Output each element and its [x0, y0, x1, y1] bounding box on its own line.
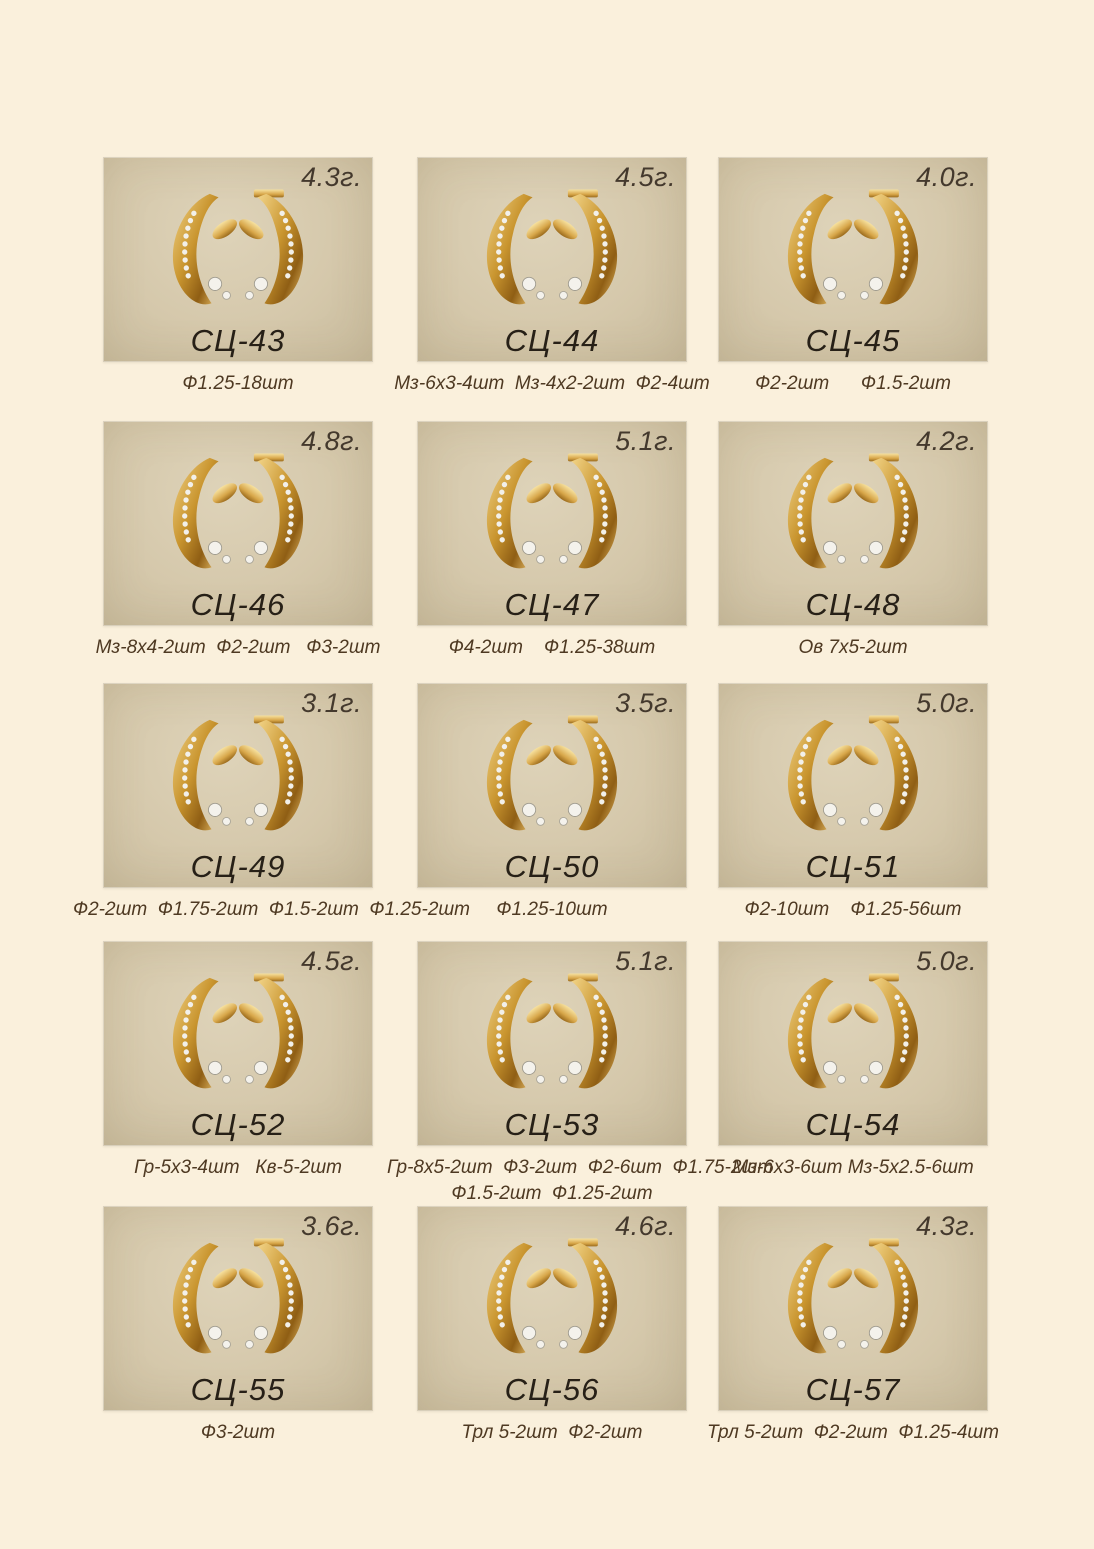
spec-line-1: Ф1.25-18шт: [182, 373, 294, 394]
weight-label: 4.5г.: [615, 162, 676, 192]
spec-line-1: Ф4-2шт Ф1.25-38шт: [448, 637, 656, 658]
weight-label: 4.3г.: [301, 162, 362, 192]
earrings-image: [446, 1227, 658, 1377]
spec-caption: [688, 635, 1018, 661]
weight-label: 3.1г.: [301, 688, 362, 718]
product-card-sc57: [706, 1206, 1000, 1446]
weight-label: 4.5г.: [301, 946, 362, 976]
product-code: СЦ-45: [805, 323, 901, 359]
earrings-image: [747, 962, 959, 1112]
product-photo: [103, 1206, 373, 1411]
earrings-image: [132, 178, 344, 328]
earrings-image: [747, 704, 959, 854]
weight-label: 3.6г.: [301, 1211, 362, 1241]
earrings-image: [747, 1227, 959, 1377]
product-code: СЦ-49: [190, 849, 286, 885]
earrings-image: [132, 704, 344, 854]
weight-label: 3.5г.: [615, 688, 676, 718]
weight-label: 5.1г.: [615, 426, 676, 456]
product-card-sc48: [718, 421, 988, 661]
earrings-image: [446, 178, 658, 328]
spec-caption: [73, 371, 403, 397]
product-code: СЦ-44: [504, 323, 600, 359]
spec-caption: [688, 1420, 1018, 1446]
product-card-sc55: [103, 1206, 373, 1446]
product-photo: [103, 941, 373, 1146]
weight-label: 5.1г.: [615, 946, 676, 976]
product-code: СЦ-51: [805, 849, 901, 885]
earrings-image: [747, 178, 959, 328]
spec-caption: [387, 371, 717, 397]
product-photo: [417, 421, 687, 626]
spec-line-1: Трл 5-2шт Ф2-2шт Ф1.25-4шт: [706, 1422, 1000, 1443]
product-photo: [718, 421, 988, 626]
spec-caption: [387, 1155, 774, 1207]
earrings-image: [132, 1227, 344, 1377]
spec-line-1: Ф2-2шт Ф1.75-2шт Ф1.5-2шт Ф1.25-2шт: [73, 899, 470, 920]
earrings-image: [446, 442, 658, 592]
spec-line-1: Ф1.25-10шт: [496, 899, 608, 920]
product-photo: [103, 683, 373, 888]
product-card-sc54: [718, 941, 988, 1181]
weight-label: 4.2г.: [916, 426, 977, 456]
spec-line-1: Мз-8х4-2шт Ф2-2шт Ф3-2шт: [95, 637, 381, 658]
product-photo: [103, 157, 373, 362]
spec-caption: [73, 635, 403, 661]
product-card-sc46: [95, 421, 381, 661]
product-code: СЦ-54: [805, 1107, 901, 1143]
product-photo: [103, 421, 373, 626]
spec-caption: [387, 897, 717, 923]
product-card-sc47: [417, 421, 687, 661]
product-card-sc51: [718, 683, 988, 923]
spec-caption: [73, 1420, 403, 1446]
product-code: СЦ-55: [190, 1372, 286, 1408]
product-photo: [417, 1206, 687, 1411]
spec-line-1: Ов 7х5-2шт: [798, 637, 908, 658]
spec-caption: [688, 1155, 1018, 1181]
spec-line-2: Ф1.5-2шт Ф1.25-2шт: [451, 1183, 653, 1204]
product-code: СЦ-43: [190, 323, 286, 359]
product-card-sc50: [417, 683, 687, 923]
product-code: СЦ-57: [805, 1372, 901, 1408]
product-photo: [718, 1206, 988, 1411]
earrings-image: [446, 704, 658, 854]
product-photo: [718, 157, 988, 362]
spec-line-1: Ф3-2шт: [200, 1422, 276, 1443]
product-code: СЦ-48: [805, 587, 901, 623]
spec-line-1: Гр-8х5-2шт Ф3-2шт Ф2-6шт Ф1.75-2шт: [387, 1157, 774, 1178]
weight-label: 4.6г.: [615, 1211, 676, 1241]
product-photo: [718, 683, 988, 888]
product-code: СЦ-46: [190, 587, 286, 623]
product-card-sc56: [417, 1206, 687, 1446]
weight-label: 4.0г.: [916, 162, 977, 192]
spec-caption: [387, 635, 717, 661]
product-photo: [417, 157, 687, 362]
product-card-sc49: [73, 683, 470, 923]
weight-label: 5.0г.: [916, 688, 977, 718]
product-photo: [417, 941, 687, 1146]
weight-label: 4.8г.: [301, 426, 362, 456]
product-code: СЦ-53: [504, 1107, 600, 1143]
earrings-image: [132, 962, 344, 1112]
product-code: СЦ-56: [504, 1372, 600, 1408]
spec-line-1: Ф2-10шт Ф1.25-56шт: [744, 899, 962, 920]
product-card-sc44: [394, 157, 710, 397]
product-code: СЦ-47: [504, 587, 600, 623]
product-photo: [417, 683, 687, 888]
product-card-sc45: [718, 157, 988, 397]
spec-caption: [73, 1155, 403, 1181]
weight-label: 5.0г.: [916, 946, 977, 976]
product-code: СЦ-50: [504, 849, 600, 885]
product-code: СЦ-52: [190, 1107, 286, 1143]
earrings-image: [132, 442, 344, 592]
earrings-image: [446, 962, 658, 1112]
earrings-image: [747, 442, 959, 592]
spec-line-1: Гр-5х3-4шт Кв-5-2шт: [134, 1157, 342, 1178]
product-card-sc43: [103, 157, 373, 397]
spec-caption: [688, 897, 1018, 923]
spec-caption: [73, 897, 470, 923]
spec-caption: [387, 1420, 717, 1446]
spec-line-1: Мз-6х3-6шт Мз-5х2.5-6шт: [732, 1157, 974, 1178]
weight-label: 4.3г.: [916, 1211, 977, 1241]
spec-line-1: Мз-6х3-4шт Мз-4х2-2шт Ф2-4шт: [394, 373, 710, 394]
spec-line-1: Ф2-2шт Ф1.5-2шт: [755, 373, 951, 394]
spec-caption: [688, 371, 1018, 397]
product-card-sc52: [103, 941, 373, 1181]
product-card-sc53: [387, 941, 774, 1207]
spec-line-1: Трл 5-2шт Ф2-2шт: [461, 1422, 643, 1443]
product-photo: [718, 941, 988, 1146]
